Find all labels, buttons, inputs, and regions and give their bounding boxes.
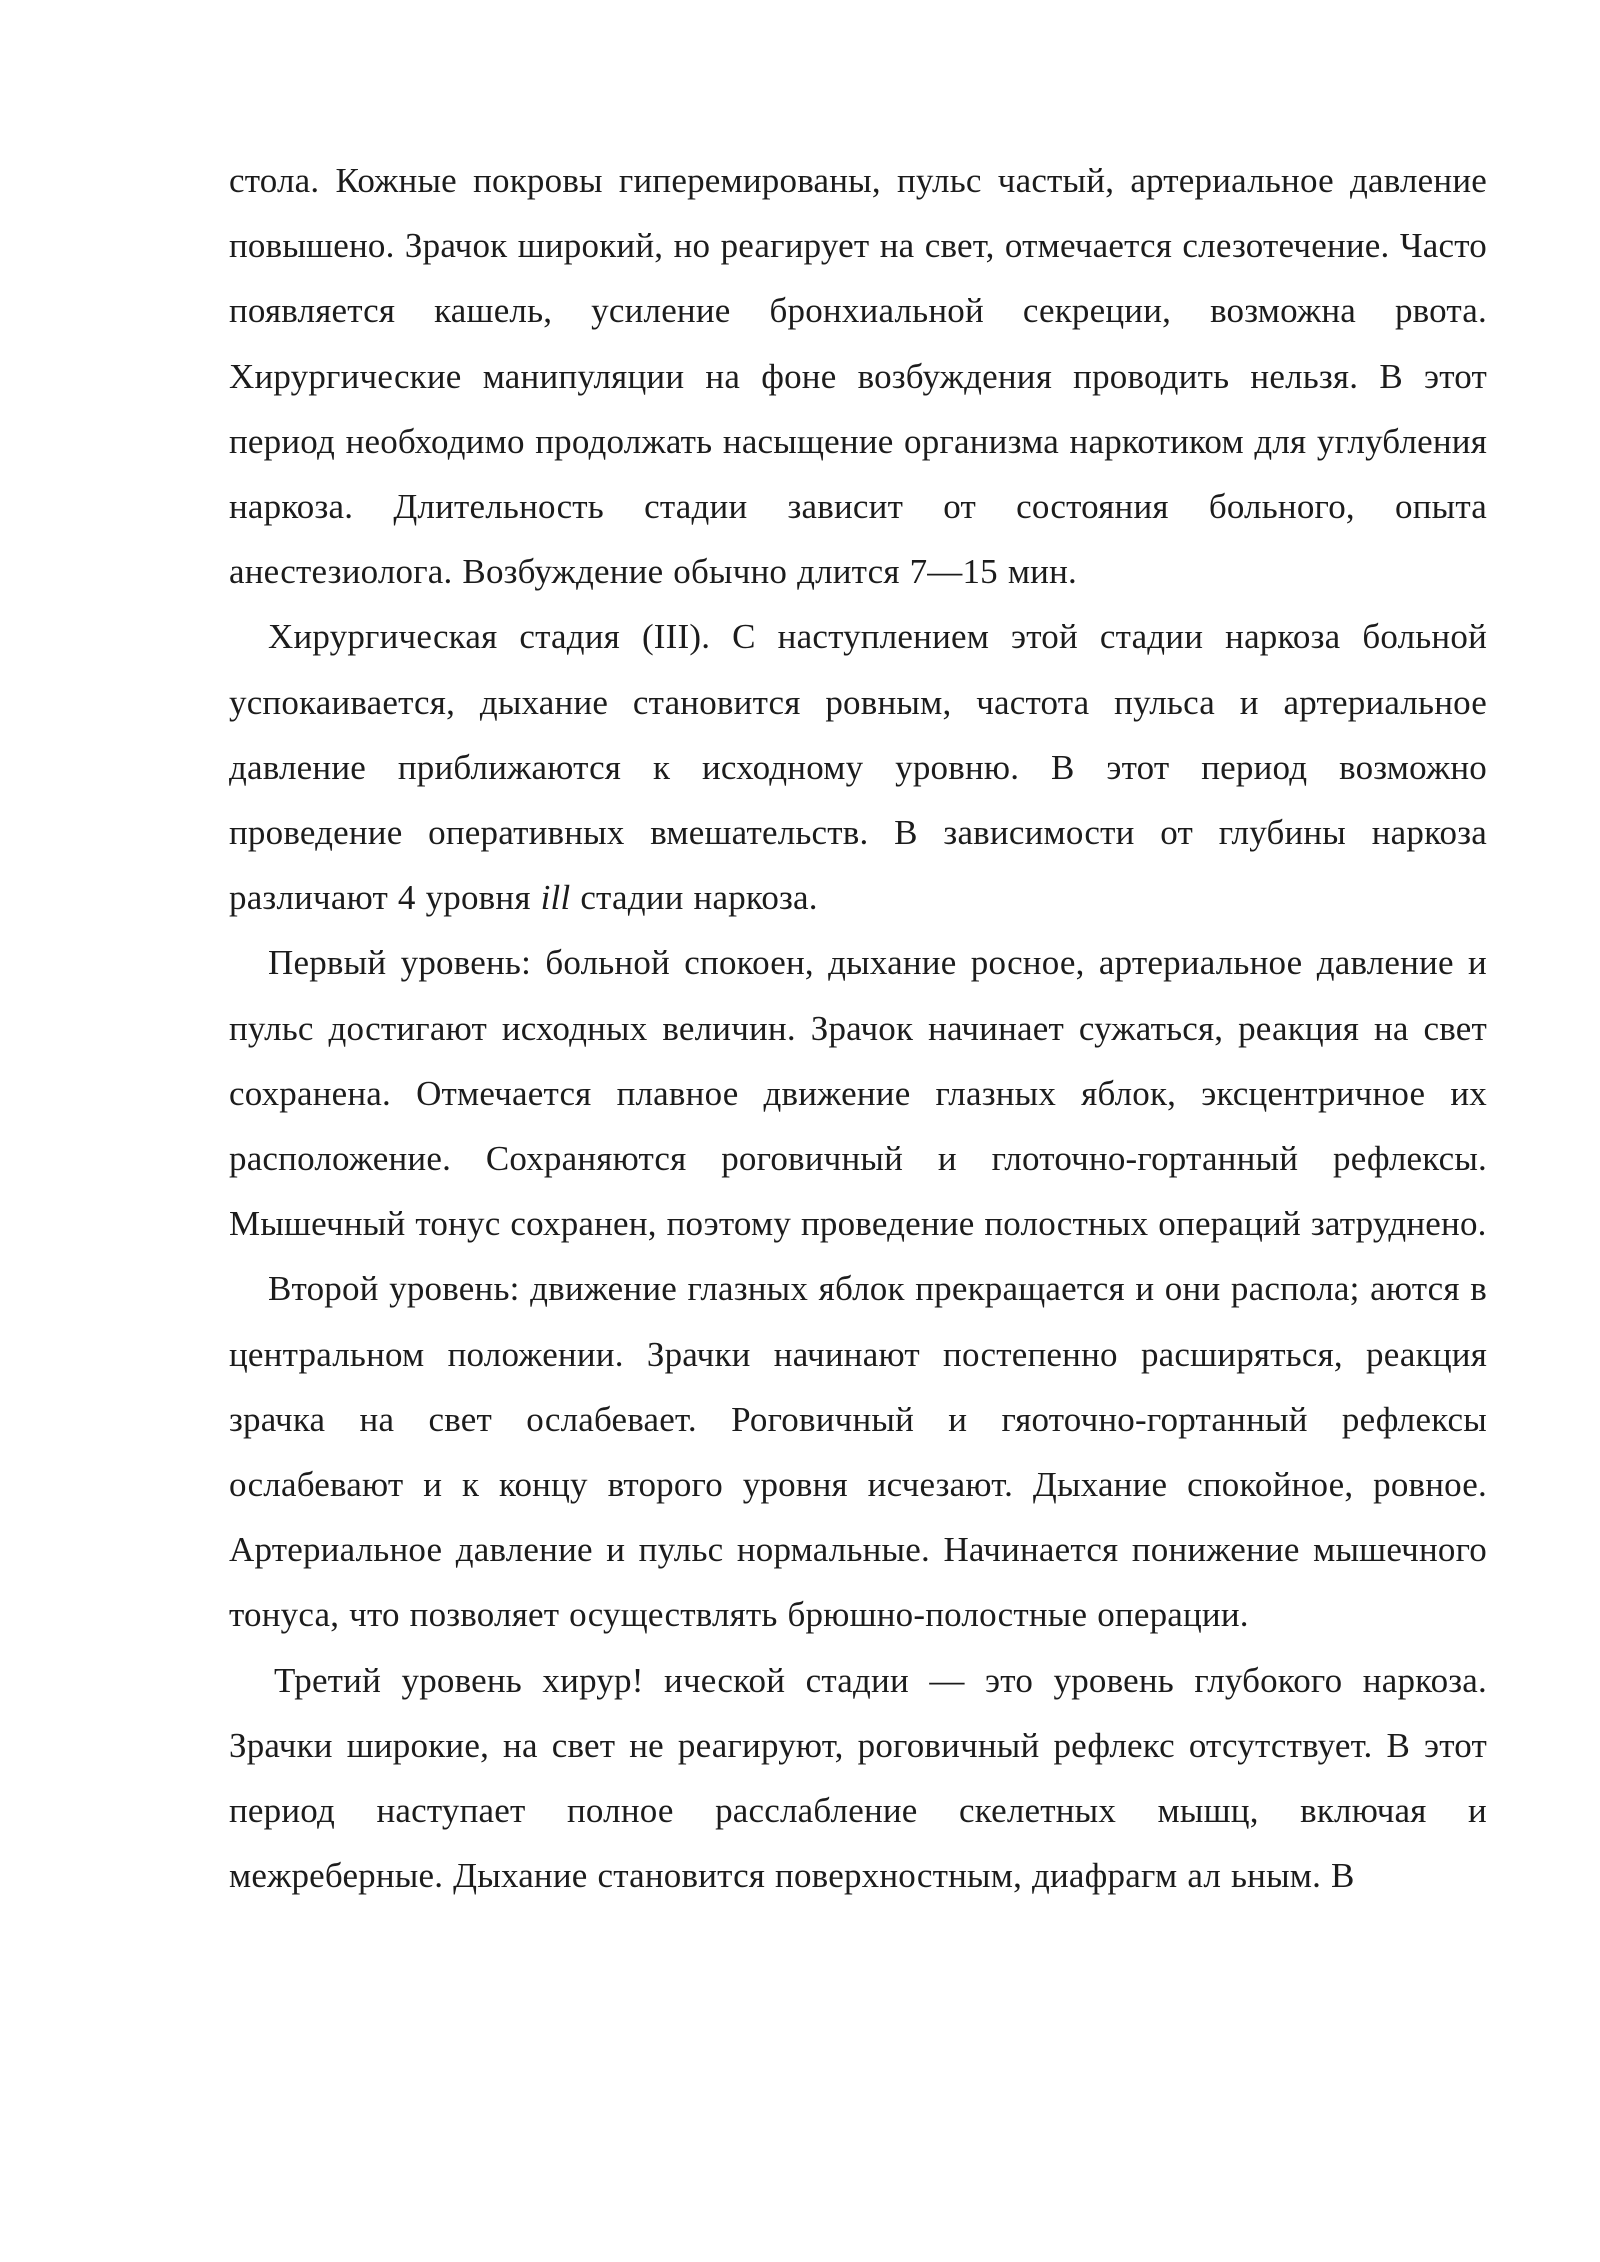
paragraph-first-level: Первый уровень: больной спокоен, дыхание росное, артериальное давление и пульс достигают исходных величин. Зрачок начинает сужаться, реакция на свет сохранена. Отмечается плавное движение глазных яблок, эксцентричное их расположение. Сохраняются роговичный и глоточно-гортанный рефлексы. Мышечный тонус сохранен, поэтому проведение полостных операций затруднено. [229, 943, 1487, 1244]
stage-level-italic: ill [540, 878, 571, 918]
paragraph-surgical-stage [229, 604, 1487, 930]
surgical-stage-text-end: стадии наркоза. [570, 878, 818, 918]
paragraph-second-level: Второй уровень: движение глазных яблок прекращается и они распола; аются в центральном положении. Зрачки начинают постепенно расширяться, реакция зрачка на свет ослабевает. Роговичный и гяоточно-гортанный рефлексы ослабевают и к концу второго уровня исчезают. Дыхание спокойное, ровное. Артериальное давление и пульс нормальные. Начинается понижение мышечного тонуса, что позволяет осуществлять брюшно-полостные операции. [229, 1269, 1487, 1635]
paragraph-excitement-stage-end: стола. Кожные покровы гиперемированы, пульс частый, артериальное давление повышено. Зрачок широкий, но реагирует на свет, отмечается слезотечение. Часто появляется кашель, усиление бронхиальной секреции, возможна рвота. Хирургические манипуляции на фоне возбуждения проводить нельзя. В этот период необходимо продолжать насыщение организма наркотиком для углубления наркоза. Длительность стадии зависит от состояния больного, опыта анестезиолога. Возбуждение обычно длится 7—15 мин. [229, 161, 1487, 592]
body-text [229, 148, 1487, 1908]
surgical-stage-text: Хирургическая стадия (III). С наступлением этой стадии наркоза больной успокаивается, дыхание становится ровным, частота пульса и артериальное давление приближаются к исходному уровню. В этот период возможно проведение оперативных вмешательств. В зависимости от глубины наркоза различают 4 уровня [229, 617, 1487, 918]
paragraph-third-level: Третий уровень хирур! ической стадии — это уровень глубокого наркоза. Зрачки широкие, на свет не реагируют, роговичный рефлекс отсутствует. В этот период наступает полное расслабление скелетных мышц, включая и межреберные. Дыхание становится поверхностным, диафрагм ал ьным. В [229, 1660, 1487, 1896]
